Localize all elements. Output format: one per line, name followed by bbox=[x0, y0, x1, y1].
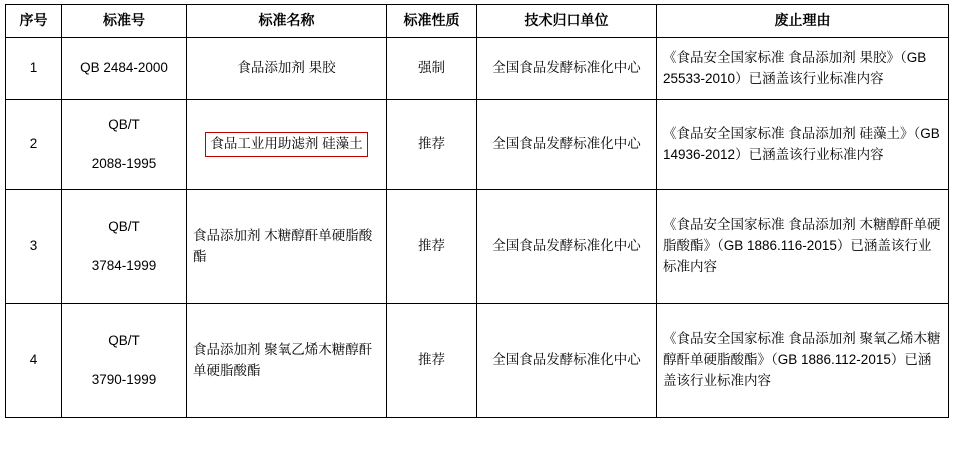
standard-code-line: 3790-1999 bbox=[91, 371, 157, 387]
column-header-standard-code: 标准号 bbox=[62, 5, 187, 38]
table-header bbox=[6, 5, 949, 38]
cell-standard-code bbox=[62, 100, 187, 190]
cell-sequence: 3 bbox=[6, 190, 62, 304]
cell-sequence: 2 bbox=[6, 100, 62, 190]
standard-code-line: 3784-1999 bbox=[91, 257, 157, 273]
highlighted-standard-name: 食品工业用助滤剂 硅藻土 bbox=[205, 132, 367, 157]
cell-technical-org: 全国食品发酵标准化中心 bbox=[477, 38, 657, 100]
table-row bbox=[6, 304, 949, 418]
cell-abolish-reason: 《食品安全国家标准 食品添加剂 聚氧乙烯木糖醇酐单硬脂酸酯》（GB 1886.112-2015）已涵盖该行业标准内容 bbox=[657, 304, 949, 418]
cell-standard-nature: 推荐 bbox=[387, 190, 477, 304]
cell-abolish-reason: 《食品安全国家标准 食品添加剂 硅藻土》（GB 14936-2012）已涵盖该行业标准内容 bbox=[657, 100, 949, 190]
table-row bbox=[6, 190, 949, 304]
abolished-standards-table bbox=[5, 4, 949, 418]
cell-standard-name bbox=[187, 100, 387, 190]
column-header-sequence: 序号 bbox=[6, 5, 62, 38]
cell-sequence: 1 bbox=[6, 38, 62, 100]
cell-technical-org: 全国食品发酵标准化中心 bbox=[477, 304, 657, 418]
cell-standard-name: 食品添加剂 聚氧乙烯木糖醇酐单硬脂酸酯 bbox=[187, 304, 387, 418]
cell-technical-org: 全国食品发酵标准化中心 bbox=[477, 190, 657, 304]
cell-standard-name: 食品添加剂 果胶 bbox=[187, 38, 387, 100]
cell-standard-nature: 推荐 bbox=[387, 304, 477, 418]
cell-standard-nature: 强制 bbox=[387, 38, 477, 100]
standard-code-line: 2088-1995 bbox=[91, 155, 157, 171]
cell-sequence: 4 bbox=[6, 304, 62, 418]
table-row bbox=[6, 38, 949, 100]
cell-standard-code bbox=[62, 304, 187, 418]
standard-code-line: QB/T bbox=[108, 116, 140, 132]
cell-technical-org: 全国食品发酵标准化中心 bbox=[477, 100, 657, 190]
column-header-abolish-reason: 废止理由 bbox=[657, 5, 949, 38]
table-row bbox=[6, 100, 949, 190]
cell-standard-nature: 推荐 bbox=[387, 100, 477, 190]
cell-abolish-reason: 《食品安全国家标准 食品添加剂 果胶》（GB 25533-2010）已涵盖该行业标准内容 bbox=[657, 38, 949, 100]
standard-code-line: QB/T bbox=[108, 218, 140, 234]
cell-standard-code bbox=[62, 190, 187, 304]
standard-code-line: QB 2484-2000 bbox=[80, 60, 168, 76]
column-header-technical-org: 技术归口单位 bbox=[477, 5, 657, 38]
standard-code-line: QB/T bbox=[108, 332, 140, 348]
column-header-standard-nature: 标准性质 bbox=[387, 5, 477, 38]
cell-standard-code bbox=[62, 38, 187, 100]
cell-abolish-reason: 《食品安全国家标准 食品添加剂 木糖醇酐单硬脂酸酯》（GB 1886.116-2015）已涵盖该行业标准内容 bbox=[657, 190, 949, 304]
column-header-standard-name: 标准名称 bbox=[187, 5, 387, 38]
cell-standard-name: 食品添加剂 木糖醇酐单硬脂酸酯 bbox=[187, 190, 387, 304]
table-header-row bbox=[6, 5, 949, 38]
table-body bbox=[6, 38, 949, 418]
